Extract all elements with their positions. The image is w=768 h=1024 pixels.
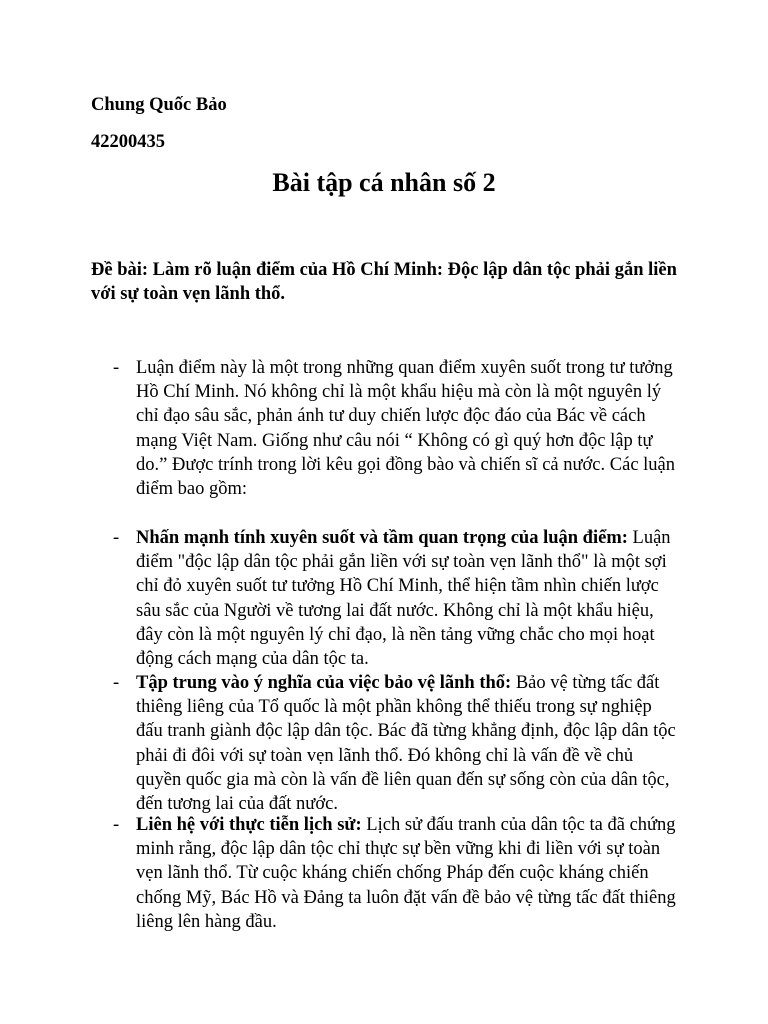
bullet-marker: -	[113, 673, 120, 693]
bullet-content	[136, 813, 678, 934]
bullet-content	[136, 526, 678, 671]
student-id: 42200435	[91, 132, 165, 152]
page-title: Bài tập cá nhân số 2	[272, 168, 496, 197]
bullet-item	[113, 813, 676, 934]
bullet-marker: -	[113, 528, 120, 548]
bullet-text: Lịch sử đấu tranh của dân tộc ta đã chứng minh rằng, độc lập dân tộc chỉ thực sự bền vững khi đi liền với sự toàn vẹn lãnh thổ. Từ cuộc kháng chiến chống Pháp đến cuộc kháng chiến chống Mỹ, Bác Hồ và Đảng ta luôn đặt vấn đề bảo vệ từng tấc đất thiêng liêng lên hàng đầu.	[136, 815, 676, 932]
bullet-text: Luận điểm "độc lập dân tộc phải gắn liền với sự toàn vẹn lãnh thổ" là một sợi chỉ đỏ xuyên suốt tư tưởng Hồ Chí Minh, thể hiện tầm nhìn chiến lược sâu sắc của Người về tương lai đất nước. Không chỉ là một khẩu hiệu, đây còn là một nguyên lý chỉ đạo, là nền tảng vững chắc cho mọi hoạt động cách mạng của dân tộc ta.	[136, 528, 671, 670]
author-name: Chung Quốc Bảo	[91, 95, 227, 115]
bullet-lead: Liên hệ với thực tiễn lịch sử:	[136, 815, 362, 835]
bullet-marker: -	[113, 815, 120, 835]
assignment-prompt: Đề bài: Làm rõ luận điểm của Hồ Chí Minh: Độc lập dân tộc phải gắn liền với sự toàn vẹn lãnh thổ.	[91, 260, 677, 304]
bullet-text: Bảo vệ từng tấc đất thiêng liêng của Tổ quốc là một phần không thể thiếu trong sự nghiệp đấu tranh giành độc lập dân tộc. Bác đã từng khẳng định, độc lập dân tộc phải đi đôi với sự toàn vẹn lãnh thổ. Đó không chỉ là vấn đề về chủ quyền quốc gia mà còn là vấn đề liên quan đến sự sống còn của dân tộc, đến tương lai của đất nước.	[136, 673, 676, 815]
bullet-lead: Tập trung vào ý nghĩa của việc bảo vệ lãnh thổ:	[136, 673, 512, 693]
bullet-text: Luận điểm này là một trong những quan điểm xuyên suốt trong tư tưởng Hồ Chí Minh. Nó không chỉ là một khẩu hiệu mà còn là một nguyên lý chỉ đạo sâu sắc, phản ánh tư duy chiến lược độc đáo của Bác về cách mạng Việt Nam. Giống như câu nói “ Không có gì quý hơn độc lập tự do.” Được trính trong lời kêu gọi đồng bào và chiến sĩ cả nước. Các luận điểm bao gồm:	[136, 358, 676, 500]
bullet-lead: Nhấn mạnh tính xuyên suốt và tầm quan trọng của luận điểm:	[136, 528, 628, 548]
bullet-item	[113, 356, 676, 501]
bullet-item	[113, 671, 676, 816]
bullet-content	[136, 356, 678, 501]
bullet-item	[113, 526, 673, 671]
bullet-content	[136, 671, 678, 816]
bullet-marker: -	[113, 358, 120, 378]
